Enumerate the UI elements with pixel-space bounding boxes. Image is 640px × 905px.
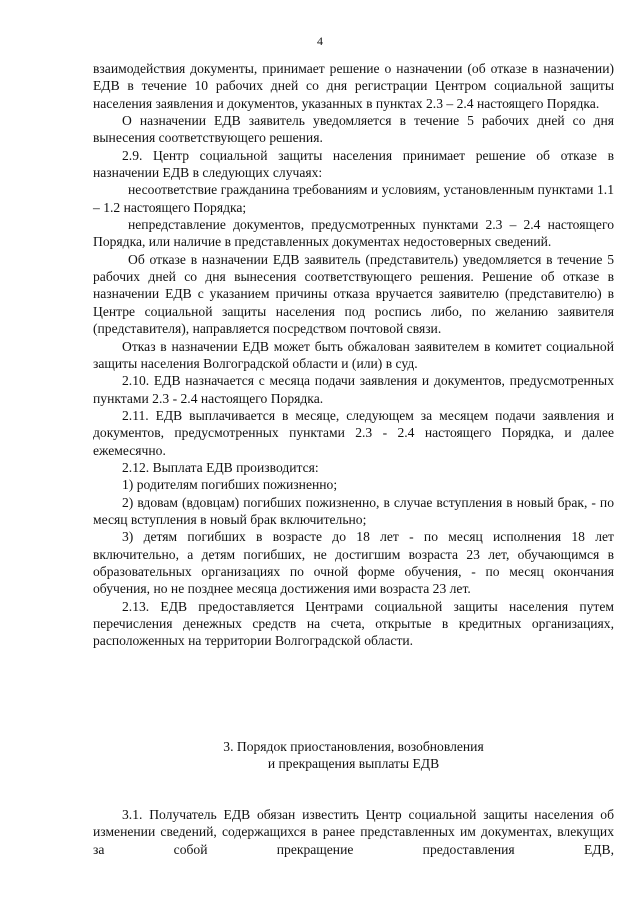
- section-3-text: [93, 806, 614, 858]
- section-title-line-2: и прекращения выплаты ЕДВ: [267, 756, 440, 772]
- paragraph-refusal-notice: Об отказе в назначении ЕДВ заявитель (представитель) уведомляется в течение 5 рабочих дней со дня вынесения соответствующего решения. Решение об отказе в назначении ЕДВ с указанием причины отказа вручается заявителю (представителю) в Центре социальной защиты населения под роспись либо, по желанию заявителя (представителя), направляется посредством почтовой связи.: [93, 251, 614, 337]
- list-item-widows: 2) вдовам (вдовцам) погибших пожизненно, в случае вступления в новый брак, - по месяц вступления в новый брак включительно;: [93, 494, 614, 527]
- body-text: [93, 60, 614, 650]
- page-number: 4: [317, 34, 323, 48]
- paragraph-2-12: 2.12. Выплата ЕДВ производится:: [122, 459, 319, 475]
- list-item-children: 3) детям погибших в возрасте до 18 лет - по месяц исполнения 18 лет включительно, а детям погибших, не достигшим возраста 23 лет, обучающимся в образовательных организациях по очной форме обучения, - по месяц окончания обучения, но не позднее месяца достижения ими возраста 23 лет.: [93, 529, 614, 597]
- paragraph-2-10: 2.10. ЕДВ назначается с месяца подачи заявления и документов, предусмотренных пунктами 2.3 - 2.4 настоящего Порядка.: [93, 373, 614, 406]
- paragraph-2-9: 2.9. Центр социальной защиты населения принимает решение об отказе в назначении ЕДВ в следующих случаях:: [93, 147, 614, 181]
- section-title-line-1: 3. Порядок приостановления, возобновления: [223, 739, 484, 754]
- paragraph-refusal-reason-2: непредставление документов, предусмотренных пунктами 2.3 – 2.4 настоящего Порядка, или наличие в представленных документах недостоверных сведений.: [93, 217, 614, 250]
- paragraph-notification: О назначении ЕДВ заявитель уведомляется в течение 5 рабочих дней со дня вынесения соответствующего решения.: [93, 113, 614, 146]
- paragraph-refusal-reason-1: несоответствие гражданина требованиям и условиям, установленным пунктами 1.1 – 1.2 настоящего Порядка;: [93, 182, 614, 215]
- paragraph-appeal: Отказ в назначении ЕДВ может быть обжалован заявителем в комитет социальной защиты населения Волгоградской области и (или) в суд.: [93, 338, 614, 371]
- list-item-parents: 1) родителям погибших пожизненно;: [122, 477, 338, 493]
- section-title: [93, 738, 614, 773]
- paragraph-continuation: взаимодействия документы, принимает решение о назначении (об отказе в назначении) ЕДВ в течение 10 рабочих дней со дня регистрации Центром социальной защиты населения заявления и документов, указанных в пунктах 2.3 – 2.4 настоящего Порядка.: [93, 61, 614, 111]
- paragraph-2-11: 2.11. ЕДВ выплачивается в месяце, следующем за месяцем подачи заявления и документов, предусмотренных пунктами 2.3 - 2.4 настоящего Порядка, и далее ежемесячно.: [93, 407, 614, 458]
- paragraph-3-1: 3.1. Получатель ЕДВ обязан известить Центр социальной защиты населения об изменении сведений, содержащихся в ранее представленных им документах, влекущих за собой прекращение предоставления ЕДВ,: [93, 807, 614, 857]
- paragraph-2-13: 2.13. ЕДВ предоставляется Центрами социальной защиты населения путем перечисления денежных средств на счета, открытые в кредитных организациях, расположенных на территории Волгоградской области.: [93, 598, 614, 649]
